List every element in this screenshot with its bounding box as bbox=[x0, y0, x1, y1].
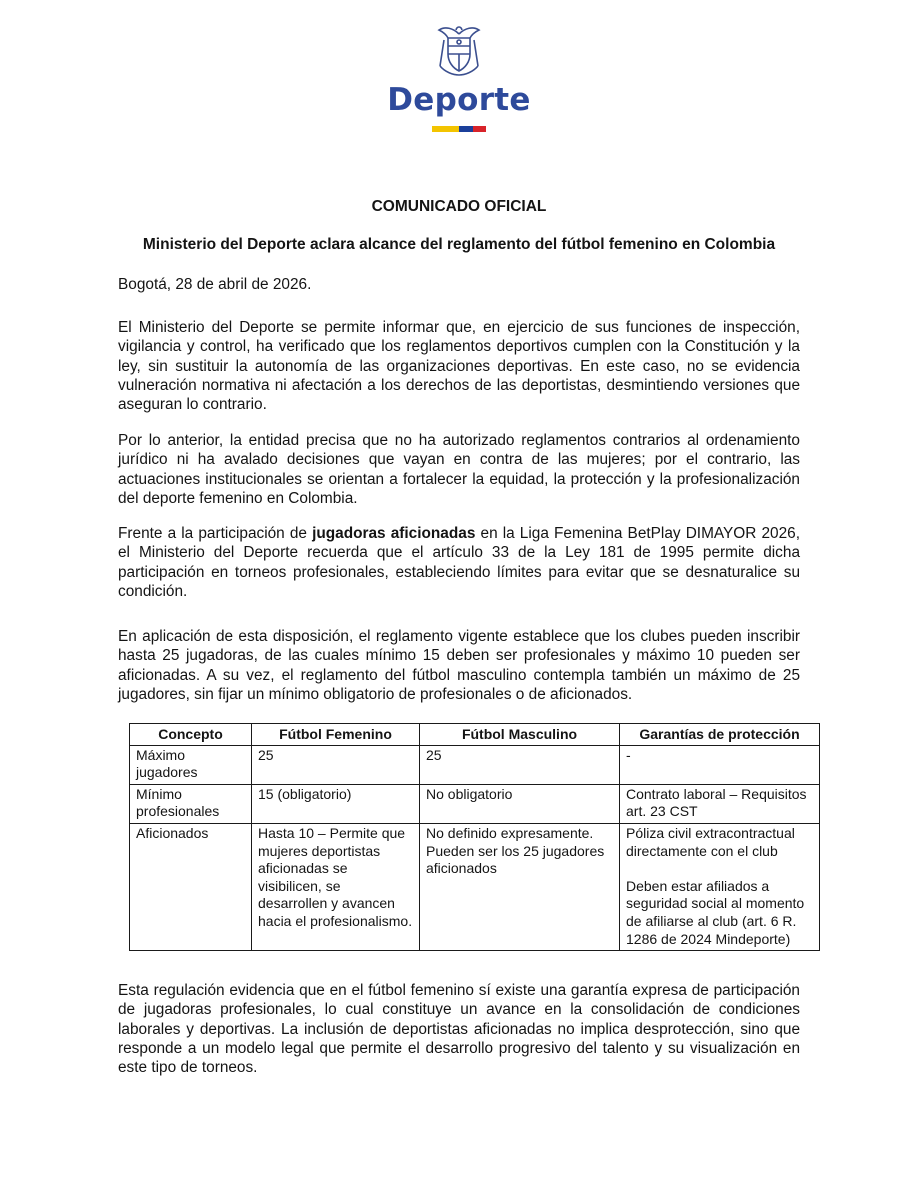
cell-concepto: Aficionados bbox=[130, 823, 252, 950]
header-masculino: Fútbol Masculino bbox=[420, 724, 620, 746]
cell-garantias-line-1: Póliza civil extracontractual directamente con el club bbox=[626, 824, 795, 859]
cell-garantias bbox=[620, 823, 820, 950]
paragraph-3 bbox=[118, 524, 800, 601]
cell-masculino: No obligatorio bbox=[420, 784, 620, 823]
paragraph-2: Por lo anterior, la entidad precisa que no ha autorizado reglamentos contrarios al ordenamiento jurídico ni ha avalado decisiones que vayan en contra de las mujeres; por el contrario, las actuaciones institucionales se orientan a fortalecer la equidad, la protección y la profesionalización del deporte femenino en Colombia. bbox=[118, 432, 800, 507]
table-row bbox=[130, 823, 820, 950]
paragraph-3-bold: jugadoras aficionadas bbox=[312, 525, 476, 542]
table-header-row bbox=[130, 724, 820, 746]
paragraph-5: Esta regulación evidencia que en el fútbol femenino sí existe una garantía expresa de participación de jugadoras profesionales, lo cual constituye un avance en la consolidación de condiciones laborales y deportivas. La inclusión de deportistas aficionadas no implica desprotección, sino que responde a un modelo legal que permite el desarrollo progresivo del talento y su visualización en este tipo de torneos. bbox=[118, 982, 800, 1077]
colombia-flag-stripe bbox=[432, 126, 486, 132]
paragraph-3-text-b: en la Liga Femenina BetPlay DIMAYOR 2026, el Ministerio del Deporte recuerda que el artículo 33 de la Ley 181 de 1995 permite dicha participación en torneos profesionales, estableciendo límites para evitar que se desnaturalice su condición. bbox=[118, 525, 800, 600]
table-row bbox=[130, 784, 820, 823]
table-row bbox=[130, 745, 820, 784]
ministry-logo bbox=[0, 20, 918, 132]
paragraph-1: El Ministerio del Deporte se permite informar que, en ejercicio de sus funciones de inspección, vigilancia y control, ha verificado que los reglamentos deportivos cumplen con la Constitución y la ley, sin sustituir la autonomía de las organizaciones deportivas. En este caso, no se evidencia vulneración normativa ni afectación a los derechos de las deportistas, desmintiendo versiones que aseguran lo contrario. bbox=[118, 319, 800, 414]
cell-femenino: 15 (obligatorio) bbox=[252, 784, 420, 823]
cell-concepto: Mínimo profesionales bbox=[130, 784, 252, 823]
coat-of-arms-icon bbox=[429, 20, 489, 80]
header-concepto: Concepto bbox=[130, 724, 252, 746]
cell-masculino: No definido expresamente. Pueden ser los 25 jugadores aficionados bbox=[420, 823, 620, 950]
cell-garantias: - bbox=[620, 745, 820, 784]
cell-garantias-line-2: Deben estar afiliados a seguridad social al momento de afiliarse al club (art. 6 R. 1286 de 2024 Mindeporte) bbox=[626, 877, 805, 947]
paragraph-3-text-a: Frente a la participación de bbox=[118, 525, 313, 542]
comparison-table bbox=[129, 723, 820, 951]
date-line: Bogotá, 28 de abril de 2026. bbox=[118, 276, 312, 293]
cell-masculino: 25 bbox=[420, 745, 620, 784]
cell-concepto: Máximo jugadores bbox=[130, 745, 252, 784]
document-title: COMUNICADO OFICIAL bbox=[371, 198, 547, 215]
cell-garantias: Contrato laboral – Requisitos art. 23 CST bbox=[620, 784, 820, 823]
paragraph-4: En aplicación de esta disposición, el reglamento vigente establece que los clubes pueden inscribir hasta 25 jugadoras, de las cuales mínimo 15 deben ser profesionales y máximo 10 pueden ser aficionadas. A su vez, el reglamento del fútbol masculino contempla también un máximo de 25 jugadores, sin fijar un mínimo obligatorio de profesionales o de aficionados. bbox=[118, 628, 800, 703]
header-femenino: Fútbol Femenino bbox=[252, 724, 420, 746]
brand-name: Deporte bbox=[387, 82, 531, 118]
document-subtitle: Ministerio del Deporte aclara alcance del reglamento del fútbol femenino en Colombia bbox=[142, 236, 776, 253]
cell-femenino: 25 bbox=[252, 745, 420, 784]
cell-femenino: Hasta 10 – Permite que mujeres deportistas aficionadas se visibilicen, se desarrollen y avancen hacia el profesionalismo. bbox=[252, 823, 420, 950]
header-garantias: Garantías de protección bbox=[620, 724, 820, 746]
